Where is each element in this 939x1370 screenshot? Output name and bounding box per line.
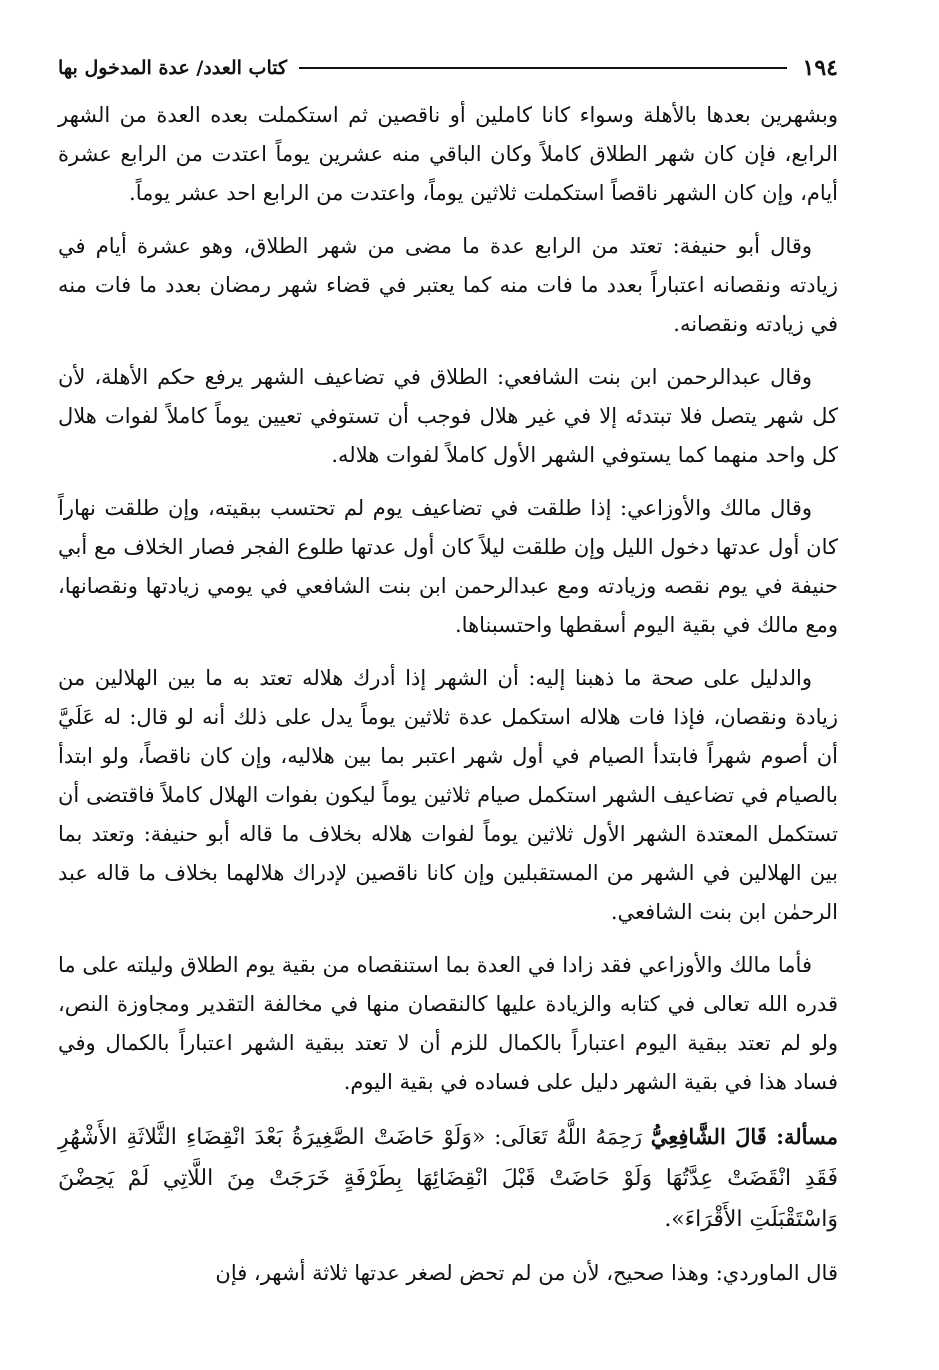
- masala-honorific: رَحِمَهُ اللَّهُ تَعَالَى:: [494, 1125, 642, 1149]
- running-title: كتاب العدد/ عدة المدخول بها: [58, 57, 288, 79]
- page-header: [58, 48, 838, 88]
- paragraph-6: فأما مالك والأوزاعي فقد زادا في العدة بما استنقصاه من بقية يوم الطلاق وليلته على ما قدره الله تعالى في كتابه والزيادة عليها كالنقصان منها في مخالفة التقدير ومجاوزة النص، ولو لم تعتد ببقية اليوم اعتباراً بالكمال للزم أن لا تعتد ببقية الشهر اعتباراً بالكمال وفي فساد هذا في بقية الشهر دليل على فساده في بقية اليوم.: [58, 953, 838, 1094]
- paragraph-2: وقال أبو حنيفة: تعتد من الرابع عدة ما مضى من شهر الطلاق، وهو عشرة أيام في زيادته ونقصانه اعتباراً بعدد ما فات منه كما يعتبر في قضاء شهر رمضان بعدد ما فات منه في زيادته ونقصانه.: [58, 234, 838, 336]
- paragraph-1: وبشهرين بعدها بالأهلة وسواء كانا كاملين أو ناقصين ثم استكملت بعده العدة من الشهر الرابع، فإن كان شهر الطلاق كاملاً وكان الباقي منه عشرين يوماً اعتدت من الرابع عشرة أيام، وإن كان الشهر ناقصاً استكملت ثلاثين يوماً، واعتدت من الرابع احد عشر يوماً.: [58, 103, 838, 205]
- paragraph-3: وقال عبدالرحمن ابن بنت الشافعي: الطلاق في تضاعيف الشهر يرفع حكم الأهلة، لأن كل شهر يتصل فلا تبتدئه إلا في غير هلال فوجب أن تستوفي تعيين يوماً كاملاً لفوات هلال كل واحد منهما كما يستوفي الشهر الأول كاملاً لفوات هلاله.: [58, 365, 838, 467]
- paragraph-5: والدليل على صحة ما ذهبنا إليه: أن الشهر إذا أدرك هلاله تعتد به ما بين الهلالين من زيادة ونقصان، فإذا فات هلاله استكمل عدة ثلاثين يوماً يدل على ذلك أنه لو قال: له عَلَيَّ أن أصوم شهراً فابتدأ الصيام في أول شهر اعتبر بما بين هلاليه، وإن كان ناقصاً، ولو ابتدأ بالصيام في تضاعيف الشهر استكمل صيام ثلاثين يوماً ليكون بفوات الهلال كاملاً فاقتضى أن تستكمل المعتدة الشهر الأول ثلاثين يوماً لفوات هلاله بخلاف ما قاله أبو حنيفة: وتعتد بما بين الهلالين في الشهر من المستقبلين وإن كانا ناقصين لإدراك هلالهما بخلاف ما قاله عبد الرحمٰن ابن بنت الشافعي.: [58, 666, 838, 924]
- masala-block: [58, 1116, 838, 1240]
- document-page: [58, 48, 838, 1314]
- masala-quote: «وَلَوْ حَاضَتْ الصَّغِيرَةُ بَعْدَ انْقِضَاءِ الثَّلاثَةِ الأَشْهُرِ فَقَدِ انْقَضَتْ عِدَّتُهَا وَلَوْ حَاضَتْ قَبْلَ انْقِضَائِهَا بِطَرْفَةٍ خَرَجَتْ مِنَ اللَّاتِي لَمْ يَحِضْنَ وَاسْتَقْبَلَتِ الأَقْرَاءَ».: [58, 1125, 838, 1232]
- paragraph-4: وقال مالك والأوزاعي: إذا طلقت في تضاعيف يوم لم تحتسب ببقيته، وإن طلقت نهاراً كان أول عدتها دخول الليل وإن طلقت ليلاً كان أول عدتها طلوع الفجر فصار الخلاف مع أبي حنيفة في يوم نقصه وزيادته ومع عبدالرحمن ابن بنت الشافعي في يومي زيادتها ونقصانها، ومع مالك في بقية اليوم أسقطها واحتسبناها.: [58, 496, 838, 637]
- masala-label: مسألة: قَالَ الشَّافِعِيُّ: [650, 1124, 838, 1149]
- header-rule: [299, 67, 787, 69]
- final-paragraph: قال الماوردي: وهذا صحيح، لأن من لم تحض لصغر عدتها ثلاثة أشهر، فإن: [215, 1261, 838, 1285]
- page-number: ١٩٤: [802, 55, 838, 81]
